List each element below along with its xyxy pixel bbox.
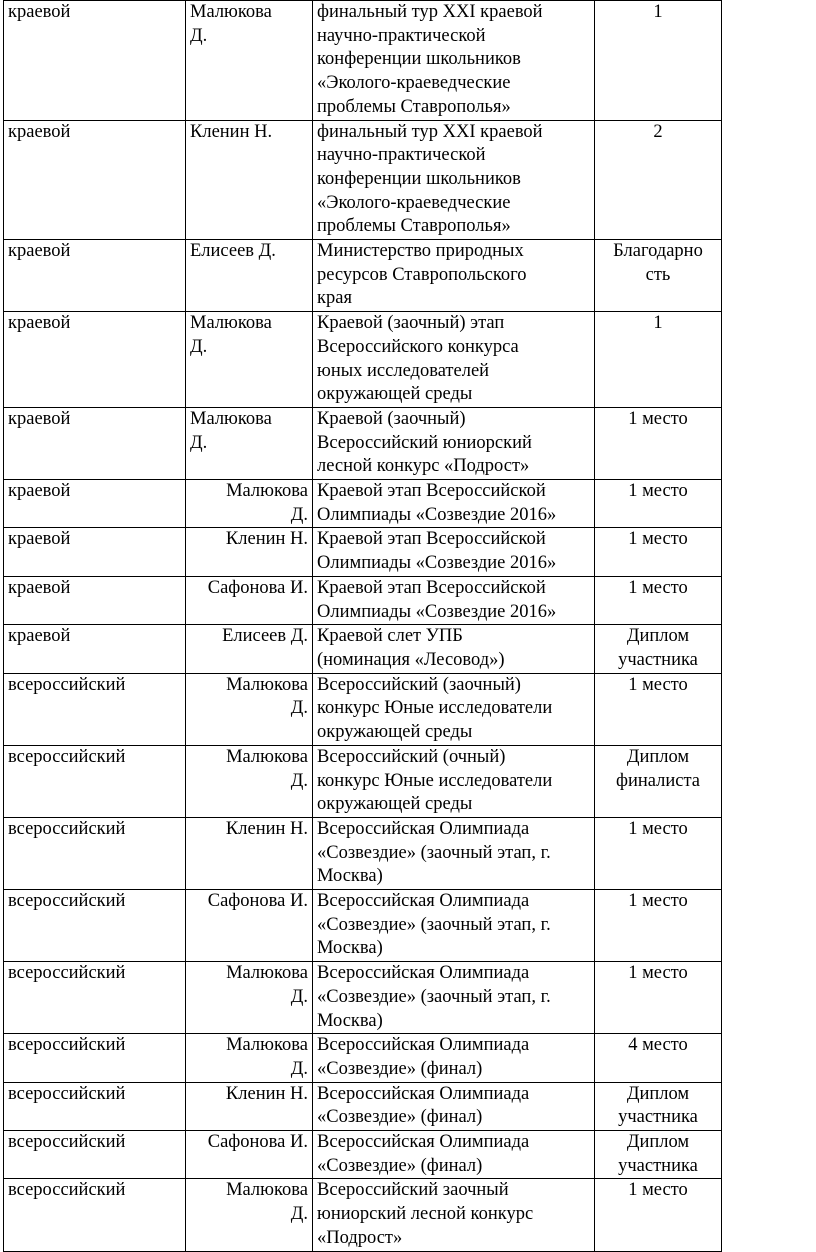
table-row	[4, 817, 722, 889]
participant-cell	[186, 890, 313, 962]
participant-cell	[186, 1082, 313, 1130]
participant-cell	[186, 745, 313, 817]
participant-cell-line: Д.	[290, 1058, 308, 1079]
level-cell	[4, 745, 186, 817]
event-cell-line: юниорский лесной конкурс	[317, 1204, 534, 1225]
level-cell	[4, 625, 186, 673]
table-row	[4, 625, 722, 673]
results-table	[3, 0, 722, 1252]
result-cell-line: 1 место	[628, 818, 688, 839]
participant-cell	[186, 312, 313, 408]
participant-cell-line: Кленин Н.	[190, 121, 273, 142]
participant-cell-line: Кленин Н.	[225, 1083, 308, 1104]
result-cell	[595, 890, 722, 962]
event-cell-line: Всероссийская Олимпиада	[317, 818, 530, 839]
event-cell	[313, 817, 595, 889]
event-cell-line: Краевой этап Всероссийской	[317, 481, 546, 502]
level-text: краевой	[8, 626, 71, 647]
result-cell-line: участника	[618, 1107, 698, 1128]
participant-cell-line: Д.	[290, 1204, 308, 1225]
event-cell-line: Краевой этап Всероссийской	[317, 577, 546, 598]
event-cell-line: (номинация «Лесовод»)	[317, 649, 505, 670]
event-cell-line: конференции школьников	[317, 168, 521, 189]
event-cell	[313, 240, 595, 312]
table-row	[4, 1034, 722, 1082]
event-cell-line: Всероссийская Олимпиада	[317, 1083, 530, 1104]
level-cell	[4, 1082, 186, 1130]
event-cell-line: финальный тур XXI краевой	[317, 121, 543, 142]
table-row	[4, 240, 722, 312]
participant-cell-line: Малюкова	[226, 1180, 308, 1201]
event-cell-line: окружающей среды	[317, 794, 473, 815]
level-cell	[4, 962, 186, 1034]
event-cell-line: Краевой этап Всероссийской	[317, 529, 546, 550]
participant-cell-line: Малюкова	[226, 1035, 308, 1056]
participant-cell-line: Д.	[190, 432, 208, 453]
participant-cell-line: Д.	[290, 504, 308, 525]
level-cell	[4, 120, 186, 240]
event-cell	[313, 890, 595, 962]
participant-cell-line: Малюкова	[190, 2, 272, 22]
event-cell-line: Олимпиады «Созвездие 2016»	[317, 553, 557, 574]
level-text: всероссийский	[8, 674, 126, 695]
level-cell	[4, 240, 186, 312]
result-cell	[595, 1, 722, 121]
result-cell-line: 1 место	[628, 963, 688, 984]
event-cell-line: Всероссийская Олимпиада	[317, 1132, 530, 1153]
event-cell	[313, 576, 595, 624]
event-cell-line: проблемы Ставрополья»	[317, 96, 511, 117]
participant-cell	[186, 528, 313, 576]
level-text: краевой	[8, 121, 71, 142]
event-cell	[313, 962, 595, 1034]
result-cell-line: 1 место	[628, 674, 688, 695]
result-cell	[595, 528, 722, 576]
result-cell-line: 4 место	[628, 1035, 688, 1056]
participant-cell-line: Сафонова И.	[207, 1132, 308, 1153]
participant-cell	[186, 1131, 313, 1179]
result-cell-line: 1 место	[628, 891, 688, 912]
level-cell	[4, 890, 186, 962]
level-text: краевой	[8, 529, 71, 550]
event-cell-line: Москва)	[317, 866, 383, 887]
participant-cell-line: Д.	[190, 25, 208, 46]
event-cell	[313, 480, 595, 528]
participant-cell	[186, 1, 313, 121]
event-cell	[313, 120, 595, 240]
table-row	[4, 1, 722, 121]
result-cell-line: 1 место	[628, 529, 688, 550]
participant-cell-line: Малюкова	[226, 746, 308, 767]
event-cell-line: окружающей среды	[317, 722, 473, 743]
event-cell-line: Всероссийский (очный)	[317, 746, 506, 767]
event-cell-line: конкурс Юные исследователи	[317, 770, 553, 791]
participant-cell-line: Д.	[290, 698, 308, 719]
result-cell-line: 1 место	[628, 408, 688, 429]
result-cell-line: Диплом	[626, 626, 690, 647]
level-cell	[4, 1, 186, 121]
event-cell-line: Всероссийская Олимпиада	[317, 963, 530, 984]
event-cell-line: конференции школьников	[317, 49, 521, 70]
results-table-body	[4, 1, 722, 1252]
level-text: краевой	[8, 2, 71, 22]
table-row	[4, 120, 722, 240]
event-cell	[313, 1, 595, 121]
participant-cell	[186, 240, 313, 312]
event-cell-line: Всероссийский юниорский	[317, 432, 532, 453]
event-cell	[313, 312, 595, 408]
event-cell	[313, 625, 595, 673]
event-cell-line: Всероссийский (заочный)	[317, 674, 521, 695]
event-cell-line: Министерство природных	[317, 241, 524, 262]
event-cell-line: Всероссийская Олимпиада	[317, 891, 530, 912]
result-cell-line: участника	[618, 649, 698, 670]
event-cell-line: Краевой слет УПБ	[317, 626, 463, 647]
result-cell	[595, 120, 722, 240]
event-cell	[313, 1131, 595, 1179]
event-cell-line: Москва)	[317, 938, 383, 959]
event-cell	[313, 673, 595, 745]
level-cell	[4, 673, 186, 745]
participant-cell-line: Д.	[290, 770, 308, 791]
level-text: всероссийский	[8, 1035, 126, 1056]
result-cell-line: Благодарно	[613, 241, 703, 262]
participant-cell-line: Малюкова	[226, 481, 308, 502]
result-cell-line: сть	[645, 264, 671, 285]
event-cell-line: «Эколого-краеведческие	[317, 73, 511, 94]
event-cell-line: научно-практической	[317, 145, 486, 166]
participant-cell	[186, 817, 313, 889]
result-cell	[595, 1082, 722, 1130]
participant-cell-line: Кленин Н.	[225, 818, 308, 839]
result-cell-line: 1	[653, 2, 663, 22]
level-cell	[4, 1131, 186, 1179]
table-row	[4, 576, 722, 624]
participant-cell	[186, 576, 313, 624]
level-text: краевой	[8, 241, 71, 262]
result-cell-line: 1 место	[628, 1180, 688, 1201]
event-cell-line: окружающей среды	[317, 384, 473, 405]
level-text: краевой	[8, 408, 71, 429]
result-cell	[595, 673, 722, 745]
result-cell	[595, 625, 722, 673]
participant-cell	[186, 120, 313, 240]
event-cell-line: проблемы Ставрополья»	[317, 216, 511, 237]
event-cell-line: Олимпиады «Созвездие 2016»	[317, 504, 557, 525]
event-cell	[313, 1179, 595, 1251]
level-cell	[4, 1179, 186, 1251]
participant-cell	[186, 625, 313, 673]
level-text: всероссийский	[8, 1180, 126, 1201]
event-cell-line: Краевой (заочный) этап	[317, 313, 505, 334]
result-cell-line: Диплом	[626, 746, 690, 767]
table-row	[4, 528, 722, 576]
level-cell	[4, 312, 186, 408]
event-cell-line: юных исследователей	[317, 360, 490, 381]
table-row	[4, 1082, 722, 1130]
event-cell-line: Москва)	[317, 1010, 383, 1031]
result-cell-line: 1 место	[628, 577, 688, 598]
result-cell	[595, 312, 722, 408]
participant-cell-line: Малюкова	[190, 408, 272, 429]
level-cell	[4, 528, 186, 576]
participant-cell-line: Елисеев Д.	[222, 626, 308, 647]
participant-cell	[186, 673, 313, 745]
table-row	[4, 962, 722, 1034]
result-cell-line: 1 место	[628, 481, 688, 502]
event-cell-line: лесной конкурс «Подрост»	[317, 456, 530, 477]
event-cell-line: края	[317, 288, 352, 309]
result-cell	[595, 480, 722, 528]
result-cell	[595, 1131, 722, 1179]
event-cell-line: ресурсов Ставропольского	[317, 264, 527, 285]
event-cell-line: «Созвездие» (финал)	[317, 1058, 483, 1079]
table-row	[4, 407, 722, 479]
level-text: всероссийский	[8, 891, 126, 912]
level-text: всероссийский	[8, 1083, 126, 1104]
level-cell	[4, 576, 186, 624]
participant-cell-line: Елисеев Д.	[190, 241, 276, 262]
participant-cell	[186, 407, 313, 479]
participant-cell-line: Малюкова	[226, 963, 308, 984]
result-cell-line: участника	[618, 1155, 698, 1176]
result-cell-line: Диплом	[626, 1132, 690, 1153]
event-cell	[313, 528, 595, 576]
participant-cell-line: Сафонова И.	[207, 891, 308, 912]
result-cell	[595, 817, 722, 889]
level-text: краевой	[8, 481, 71, 502]
participant-cell-line: Д.	[290, 986, 308, 1007]
participant-cell	[186, 480, 313, 528]
event-cell	[313, 745, 595, 817]
level-text: краевой	[8, 577, 71, 598]
participant-cell-line: Сафонова И.	[207, 577, 308, 598]
participant-cell-line: Малюкова	[226, 674, 308, 695]
result-cell	[595, 240, 722, 312]
event-cell-line: Краевой (заочный)	[317, 408, 466, 429]
event-cell-line: научно-практической	[317, 25, 486, 46]
event-cell-line: «Созвездие» (заочный этап, г.	[317, 842, 551, 863]
result-cell-line: финалиста	[615, 770, 701, 791]
result-cell	[595, 1179, 722, 1251]
event-cell-line: конкурс Юные исследователи	[317, 698, 553, 719]
result-cell	[595, 962, 722, 1034]
result-cell	[595, 745, 722, 817]
table-row	[4, 890, 722, 962]
event-cell-line: «Созвездие» (финал)	[317, 1155, 483, 1176]
table-row	[4, 673, 722, 745]
level-cell	[4, 817, 186, 889]
level-text: всероссийский	[8, 746, 126, 767]
level-cell	[4, 1034, 186, 1082]
event-cell-line: «Созвездие» (финал)	[317, 1107, 483, 1128]
level-text: всероссийский	[8, 1132, 126, 1153]
level-text: краевой	[8, 313, 71, 334]
level-text: всероссийский	[8, 818, 126, 839]
event-cell	[313, 1034, 595, 1082]
event-cell-line: «Созвездие» (заочный этап, г.	[317, 986, 551, 1007]
table-row	[4, 312, 722, 408]
event-cell-line: Олимпиады «Созвездие 2016»	[317, 601, 557, 622]
table-row	[4, 745, 722, 817]
event-cell	[313, 407, 595, 479]
table-row	[4, 1179, 722, 1251]
result-cell-line: Диплом	[626, 1083, 690, 1104]
table-row	[4, 1131, 722, 1179]
participant-cell	[186, 1179, 313, 1251]
participant-cell	[186, 962, 313, 1034]
result-cell	[595, 576, 722, 624]
result-cell-line: 2	[653, 121, 663, 142]
level-cell	[4, 480, 186, 528]
event-cell-line: «Подрост»	[317, 1227, 403, 1248]
participant-cell-line: Д.	[190, 336, 208, 357]
event-cell	[313, 1082, 595, 1130]
participant-cell-line: Кленин Н.	[225, 529, 308, 550]
result-cell-line: 1	[653, 313, 663, 334]
event-cell-line: Всероссийский заочный	[317, 1180, 509, 1201]
participant-cell-line: Малюкова	[190, 313, 272, 334]
event-cell-line: Всероссийская Олимпиада	[317, 1035, 530, 1056]
result-cell	[595, 1034, 722, 1082]
participant-cell	[186, 1034, 313, 1082]
result-cell	[595, 407, 722, 479]
level-cell	[4, 407, 186, 479]
level-text: всероссийский	[8, 963, 126, 984]
event-cell-line: «Эколого-краеведческие	[317, 192, 511, 213]
event-cell-line: финальный тур XXI краевой	[317, 2, 543, 22]
event-cell-line: «Созвездие» (заочный этап, г.	[317, 914, 551, 935]
event-cell-line: Всероссийского конкурса	[317, 336, 519, 357]
table-row	[4, 480, 722, 528]
